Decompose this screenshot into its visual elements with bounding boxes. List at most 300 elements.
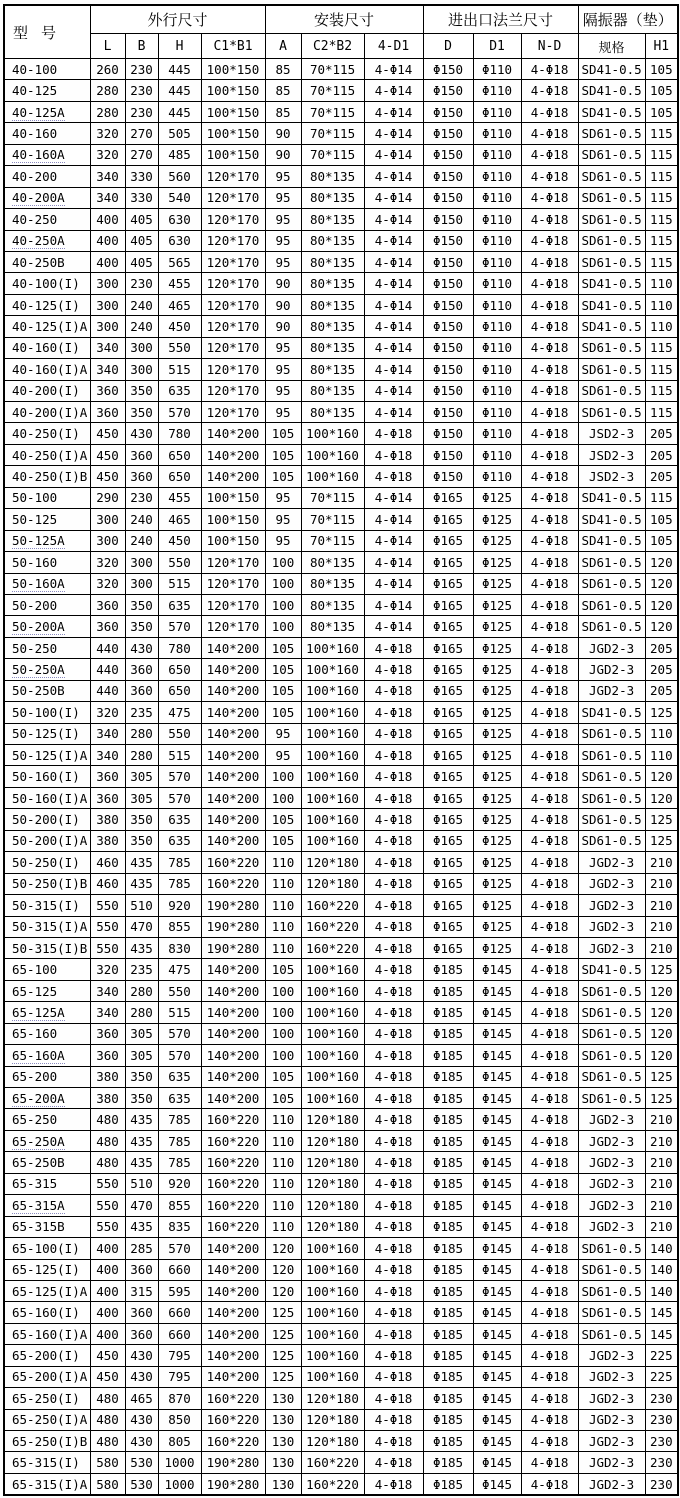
value-cell: 120 bbox=[645, 552, 678, 573]
value-cell: 4-Φ14 bbox=[364, 273, 423, 294]
value-cell: 4-Φ18 bbox=[521, 316, 578, 337]
value-cell: Φ125 bbox=[473, 852, 521, 873]
value-cell: 460 bbox=[90, 852, 125, 873]
value-cell: 4-Φ18 bbox=[521, 594, 578, 615]
value-cell: Φ165 bbox=[423, 702, 473, 723]
model-label: 50-200(I) bbox=[12, 812, 80, 828]
model-cell bbox=[4, 702, 90, 723]
value-cell: Φ110 bbox=[473, 444, 521, 465]
value-cell: 4-Φ18 bbox=[364, 1109, 423, 1130]
value-cell: 550 bbox=[90, 916, 125, 937]
value-cell: 340 bbox=[90, 723, 125, 744]
value-cell: 320 bbox=[90, 552, 125, 573]
model-cell bbox=[4, 380, 90, 401]
value-cell: SD61-0.5 bbox=[578, 359, 645, 380]
value-cell: 635 bbox=[158, 594, 201, 615]
value-cell: 80*135 bbox=[301, 402, 364, 423]
value-cell: 300 bbox=[90, 294, 125, 315]
model-cell bbox=[4, 487, 90, 508]
value-cell: 4-Φ18 bbox=[364, 766, 423, 787]
value-cell: 90 bbox=[265, 273, 301, 294]
value-cell: 230 bbox=[125, 59, 158, 80]
value-cell: SD61-0.5 bbox=[578, 552, 645, 573]
value-cell: 515 bbox=[158, 745, 201, 766]
value-cell: 450 bbox=[158, 530, 201, 551]
table-row bbox=[4, 1066, 678, 1087]
value-cell: 405 bbox=[125, 230, 158, 251]
value-cell: 360 bbox=[90, 402, 125, 423]
value-cell: SD41-0.5 bbox=[578, 273, 645, 294]
value-cell: 4-Φ14 bbox=[364, 80, 423, 101]
model-cell bbox=[4, 337, 90, 358]
table-row bbox=[4, 1366, 678, 1387]
value-cell: 570 bbox=[158, 1238, 201, 1259]
value-cell: 110 bbox=[645, 316, 678, 337]
model-label: 65-250 bbox=[12, 1112, 58, 1128]
value-cell: 4-Φ18 bbox=[364, 1195, 423, 1216]
value-cell: Φ185 bbox=[423, 1152, 473, 1173]
model-cell bbox=[4, 1409, 90, 1430]
value-cell: 100*150 bbox=[201, 123, 265, 144]
value-cell: 110 bbox=[265, 895, 301, 916]
model-cell bbox=[4, 166, 90, 187]
model-cell bbox=[4, 123, 90, 144]
header-install-dims: 安装尺寸 bbox=[265, 5, 423, 34]
value-cell: Φ185 bbox=[423, 1173, 473, 1194]
value-cell: 1000 bbox=[158, 1473, 201, 1495]
value-cell: 4-Φ18 bbox=[364, 423, 423, 444]
value-cell: 95 bbox=[265, 402, 301, 423]
value-cell: 550 bbox=[90, 1216, 125, 1237]
model-label: 50-200(I)A bbox=[12, 833, 88, 849]
value-cell: 160*220 bbox=[201, 1431, 265, 1452]
model-cell bbox=[4, 316, 90, 337]
value-cell: 95 bbox=[265, 230, 301, 251]
model-cell bbox=[4, 444, 90, 465]
value-cell: Φ185 bbox=[423, 1088, 473, 1109]
value-cell: 120 bbox=[645, 594, 678, 615]
value-cell: 4-Φ18 bbox=[521, 530, 578, 551]
value-cell: 570 bbox=[158, 1045, 201, 1066]
value-cell: 120 bbox=[265, 1238, 301, 1259]
value-cell: Φ145 bbox=[473, 1452, 521, 1473]
value-cell: 305 bbox=[125, 787, 158, 808]
value-cell: Φ125 bbox=[473, 723, 521, 744]
value-cell: 100 bbox=[265, 1023, 301, 1044]
value-cell: 360 bbox=[90, 766, 125, 787]
table-row bbox=[4, 59, 678, 80]
value-cell: Φ145 bbox=[473, 1345, 521, 1366]
value-cell: 120*170 bbox=[201, 316, 265, 337]
value-cell: Φ165 bbox=[423, 616, 473, 637]
value-cell: Φ125 bbox=[473, 616, 521, 637]
value-cell: 210 bbox=[645, 852, 678, 873]
value-cell: 300 bbox=[125, 552, 158, 573]
value-cell: Φ110 bbox=[473, 187, 521, 208]
value-cell: 100*160 bbox=[301, 444, 364, 465]
value-cell: 635 bbox=[158, 1066, 201, 1087]
value-cell: 4-Φ18 bbox=[521, 402, 578, 423]
value-cell: 450 bbox=[90, 444, 125, 465]
value-cell: 190*280 bbox=[201, 916, 265, 937]
table-row bbox=[4, 680, 678, 701]
value-cell: 140*200 bbox=[201, 959, 265, 980]
model-cell bbox=[4, 1173, 90, 1194]
value-cell: 785 bbox=[158, 1130, 201, 1151]
value-cell: 780 bbox=[158, 423, 201, 444]
value-cell: 130 bbox=[265, 1409, 301, 1430]
model-label: 65-315(I)A bbox=[12, 1476, 88, 1492]
value-cell: 190*280 bbox=[201, 895, 265, 916]
header-group-row bbox=[4, 5, 678, 34]
value-cell: 105 bbox=[265, 466, 301, 487]
value-cell: JSD2-3 bbox=[578, 423, 645, 444]
value-cell: 70*115 bbox=[301, 80, 364, 101]
value-cell: Φ185 bbox=[423, 1045, 473, 1066]
model-label: 50-125(I) bbox=[12, 726, 80, 742]
value-cell: SD61-0.5 bbox=[578, 766, 645, 787]
value-cell: 350 bbox=[125, 809, 158, 830]
value-cell: Φ145 bbox=[473, 1366, 521, 1387]
model-cell bbox=[4, 1066, 90, 1087]
model-cell bbox=[4, 594, 90, 615]
model-label: 50-250(I) bbox=[12, 854, 80, 870]
value-cell: 4-Φ18 bbox=[521, 294, 578, 315]
value-cell: 4-Φ18 bbox=[521, 1173, 578, 1194]
value-cell: 445 bbox=[158, 59, 201, 80]
value-cell: 340 bbox=[90, 359, 125, 380]
value-cell: 160*220 bbox=[201, 873, 265, 894]
value-cell: 100*160 bbox=[301, 1302, 364, 1323]
value-cell: 140*200 bbox=[201, 466, 265, 487]
value-cell: 80*135 bbox=[301, 209, 364, 230]
value-cell: 4-Φ18 bbox=[521, 1388, 578, 1409]
value-cell: 95 bbox=[265, 487, 301, 508]
model-label: 65-200(I)A bbox=[12, 1369, 88, 1385]
table-row bbox=[4, 316, 678, 337]
value-cell: 205 bbox=[645, 680, 678, 701]
table-row bbox=[4, 702, 678, 723]
value-cell: 4-Φ18 bbox=[521, 980, 578, 1001]
value-cell: 360 bbox=[125, 1259, 158, 1280]
value-cell: Φ150 bbox=[423, 380, 473, 401]
value-cell: Φ145 bbox=[473, 1323, 521, 1344]
value-cell: 100*160 bbox=[301, 1238, 364, 1259]
value-cell: 100 bbox=[265, 573, 301, 594]
table-row bbox=[4, 187, 678, 208]
table-row bbox=[4, 509, 678, 530]
value-cell: 4-Φ14 bbox=[364, 101, 423, 122]
table-row bbox=[4, 1045, 678, 1066]
value-cell: 300 bbox=[125, 573, 158, 594]
value-cell: SD61-0.5 bbox=[578, 1280, 645, 1301]
value-cell: 140*200 bbox=[201, 1259, 265, 1280]
value-cell: 80*135 bbox=[301, 316, 364, 337]
table-row bbox=[4, 273, 678, 294]
value-cell: 580 bbox=[90, 1452, 125, 1473]
value-cell: 1000 bbox=[158, 1452, 201, 1473]
value-cell: 125 bbox=[645, 959, 678, 980]
model-cell bbox=[4, 637, 90, 658]
value-cell: 90 bbox=[265, 294, 301, 315]
value-cell: 70*115 bbox=[301, 123, 364, 144]
value-cell: 4-Φ18 bbox=[521, 1216, 578, 1237]
value-cell: 270 bbox=[125, 123, 158, 144]
value-cell: Φ165 bbox=[423, 637, 473, 658]
model-cell bbox=[4, 766, 90, 787]
model-label: 50-100(I) bbox=[12, 704, 80, 720]
table-row bbox=[4, 251, 678, 272]
value-cell: 100*160 bbox=[301, 1066, 364, 1087]
value-cell: Φ150 bbox=[423, 402, 473, 423]
value-cell: 435 bbox=[125, 873, 158, 894]
value-cell: 100*160 bbox=[301, 787, 364, 808]
table-header bbox=[4, 5, 678, 59]
value-cell: 4-Φ14 bbox=[364, 552, 423, 573]
value-cell: 4-Φ18 bbox=[521, 937, 578, 958]
value-cell: SD41-0.5 bbox=[578, 80, 645, 101]
value-cell: SD61-0.5 bbox=[578, 251, 645, 272]
value-cell: 4-Φ14 bbox=[364, 230, 423, 251]
value-cell: 100*160 bbox=[301, 637, 364, 658]
model-label: 40-160(I) bbox=[12, 340, 80, 356]
model-label: 50-160(I) bbox=[12, 769, 80, 785]
value-cell: 4-Φ18 bbox=[521, 1152, 578, 1173]
value-cell: SD61-0.5 bbox=[578, 402, 645, 423]
value-cell: 190*280 bbox=[201, 1473, 265, 1495]
model-cell bbox=[4, 80, 90, 101]
value-cell: 100*150 bbox=[201, 487, 265, 508]
value-cell: 530 bbox=[125, 1473, 158, 1495]
value-cell: 140*200 bbox=[201, 680, 265, 701]
value-cell: 400 bbox=[90, 209, 125, 230]
value-cell: Φ185 bbox=[423, 1473, 473, 1495]
model-cell bbox=[4, 1216, 90, 1237]
value-cell: 95 bbox=[265, 380, 301, 401]
value-cell: 855 bbox=[158, 916, 201, 937]
value-cell: 4-Φ18 bbox=[521, 637, 578, 658]
value-cell: 100 bbox=[265, 766, 301, 787]
value-cell: Φ150 bbox=[423, 251, 473, 272]
value-cell: Φ150 bbox=[423, 187, 473, 208]
value-cell: 305 bbox=[125, 1023, 158, 1044]
value-cell: Φ185 bbox=[423, 1388, 473, 1409]
model-label: 40-160(I)A bbox=[12, 361, 88, 377]
value-cell: 515 bbox=[158, 359, 201, 380]
table-row bbox=[4, 745, 678, 766]
header-B: B bbox=[125, 34, 158, 59]
table-row bbox=[4, 616, 678, 637]
value-cell: 115 bbox=[645, 402, 678, 423]
value-cell: 660 bbox=[158, 1323, 201, 1344]
value-cell: 120*170 bbox=[201, 166, 265, 187]
value-cell: 100*160 bbox=[301, 423, 364, 444]
value-cell: JSD2-3 bbox=[578, 466, 645, 487]
pump-dimensions-table bbox=[3, 4, 679, 1496]
value-cell: 4-Φ14 bbox=[364, 594, 423, 615]
header-L: L bbox=[90, 34, 125, 59]
value-cell: 90 bbox=[265, 123, 301, 144]
header-4D1: 4-D1 bbox=[364, 34, 423, 59]
value-cell: 120 bbox=[265, 1280, 301, 1301]
value-cell: SD61-0.5 bbox=[578, 723, 645, 744]
value-cell: 350 bbox=[125, 1088, 158, 1109]
value-cell: 4-Φ18 bbox=[521, 723, 578, 744]
value-cell: Φ150 bbox=[423, 359, 473, 380]
model-label: 65-315(I) bbox=[12, 1455, 80, 1471]
value-cell: 460 bbox=[90, 873, 125, 894]
value-cell: 435 bbox=[125, 1216, 158, 1237]
value-cell: 120*180 bbox=[301, 1409, 364, 1430]
value-cell: 650 bbox=[158, 659, 201, 680]
value-cell: 90 bbox=[265, 316, 301, 337]
value-cell: 115 bbox=[645, 337, 678, 358]
value-cell: 400 bbox=[90, 1280, 125, 1301]
value-cell: Φ185 bbox=[423, 1216, 473, 1237]
value-cell: 380 bbox=[90, 1066, 125, 1087]
value-cell: 4-Φ14 bbox=[364, 509, 423, 530]
value-cell: 100*160 bbox=[301, 702, 364, 723]
value-cell: 120*170 bbox=[201, 594, 265, 615]
value-cell: 115 bbox=[645, 251, 678, 272]
model-label: 65-315 bbox=[12, 1176, 58, 1192]
value-cell: JGD2-3 bbox=[578, 659, 645, 680]
model-label: 65-100(I) bbox=[12, 1240, 80, 1256]
value-cell: 100 bbox=[265, 616, 301, 637]
value-cell: 140*200 bbox=[201, 1002, 265, 1023]
table-row bbox=[4, 959, 678, 980]
value-cell: Φ145 bbox=[473, 959, 521, 980]
value-cell: 4-Φ18 bbox=[364, 916, 423, 937]
table-row bbox=[4, 916, 678, 937]
value-cell: 105 bbox=[265, 444, 301, 465]
value-cell: JGD2-3 bbox=[578, 1345, 645, 1366]
value-cell: 230 bbox=[125, 273, 158, 294]
value-cell: 160*220 bbox=[201, 1173, 265, 1194]
value-cell: SD41-0.5 bbox=[578, 316, 645, 337]
value-cell: 115 bbox=[645, 230, 678, 251]
value-cell: 4-Φ18 bbox=[521, 873, 578, 894]
value-cell: 120*180 bbox=[301, 1388, 364, 1409]
value-cell: Φ110 bbox=[473, 251, 521, 272]
value-cell: Φ145 bbox=[473, 1109, 521, 1130]
value-cell: 120*170 bbox=[201, 294, 265, 315]
value-cell: Φ110 bbox=[473, 423, 521, 444]
value-cell: 340 bbox=[90, 187, 125, 208]
value-cell: Φ145 bbox=[473, 1431, 521, 1452]
value-cell: 920 bbox=[158, 1173, 201, 1194]
value-cell: 115 bbox=[645, 380, 678, 401]
value-cell: 480 bbox=[90, 1152, 125, 1173]
value-cell: 4-Φ14 bbox=[364, 209, 423, 230]
value-cell: 205 bbox=[645, 423, 678, 444]
model-label: 40-200(I)A bbox=[12, 404, 88, 420]
value-cell: 350 bbox=[125, 830, 158, 851]
model-cell bbox=[4, 101, 90, 122]
value-cell: 305 bbox=[125, 766, 158, 787]
header-outer-dims: 外行尺寸 bbox=[90, 5, 265, 34]
value-cell: JGD2-3 bbox=[578, 1216, 645, 1237]
value-cell: 550 bbox=[90, 1173, 125, 1194]
value-cell: 650 bbox=[158, 466, 201, 487]
value-cell: 230 bbox=[645, 1409, 678, 1430]
model-label: 40-250(I)B bbox=[12, 469, 88, 485]
value-cell: Φ145 bbox=[473, 1216, 521, 1237]
value-cell: 595 bbox=[158, 1280, 201, 1301]
value-cell: 125 bbox=[645, 702, 678, 723]
value-cell: Φ145 bbox=[473, 1388, 521, 1409]
value-cell: 315 bbox=[125, 1280, 158, 1301]
model-cell bbox=[4, 530, 90, 551]
value-cell: 4-Φ18 bbox=[521, 509, 578, 530]
value-cell: Φ145 bbox=[473, 1045, 521, 1066]
value-cell: Φ110 bbox=[473, 466, 521, 487]
value-cell: 95 bbox=[265, 337, 301, 358]
value-cell: Φ150 bbox=[423, 59, 473, 80]
value-cell: 450 bbox=[90, 423, 125, 444]
model-label: 65-125 bbox=[12, 983, 58, 999]
value-cell: Φ165 bbox=[423, 787, 473, 808]
value-cell: 330 bbox=[125, 166, 158, 187]
value-cell: 190*280 bbox=[201, 937, 265, 958]
value-cell: 4-Φ18 bbox=[364, 1323, 423, 1344]
value-cell: 100 bbox=[265, 787, 301, 808]
value-cell: 80*135 bbox=[301, 166, 364, 187]
value-cell: 70*115 bbox=[301, 144, 364, 165]
model-label: 40-100(I) bbox=[12, 276, 80, 292]
value-cell: 4-Φ18 bbox=[364, 1023, 423, 1044]
value-cell: 4-Φ18 bbox=[364, 637, 423, 658]
value-cell: 4-Φ14 bbox=[364, 294, 423, 315]
header-C2B2: C2*B2 bbox=[301, 34, 364, 59]
value-cell: Φ125 bbox=[473, 487, 521, 508]
model-label: 40-250A bbox=[12, 233, 65, 249]
value-cell: 320 bbox=[90, 702, 125, 723]
value-cell: 4-Φ18 bbox=[521, 1238, 578, 1259]
value-cell: 430 bbox=[125, 1409, 158, 1430]
value-cell: SD61-0.5 bbox=[578, 1323, 645, 1344]
value-cell: 210 bbox=[645, 895, 678, 916]
model-label: 40-100 bbox=[12, 61, 58, 77]
value-cell: 280 bbox=[125, 980, 158, 1001]
value-cell: Φ145 bbox=[473, 1409, 521, 1430]
value-cell: 120*170 bbox=[201, 380, 265, 401]
model-label: 50-315(I)A bbox=[12, 919, 88, 935]
value-cell: 4-Φ14 bbox=[364, 487, 423, 508]
value-cell: 125 bbox=[265, 1345, 301, 1366]
value-cell: SD61-0.5 bbox=[578, 144, 645, 165]
value-cell: Φ150 bbox=[423, 123, 473, 144]
value-cell: 100*160 bbox=[301, 1366, 364, 1387]
value-cell: Φ145 bbox=[473, 1023, 521, 1044]
value-cell: 140*200 bbox=[201, 1045, 265, 1066]
value-cell: 260 bbox=[90, 59, 125, 80]
value-cell: 630 bbox=[158, 209, 201, 230]
table-row bbox=[4, 1345, 678, 1366]
value-cell: 130 bbox=[265, 1473, 301, 1495]
value-cell: 4-Φ18 bbox=[521, 766, 578, 787]
table-row bbox=[4, 723, 678, 744]
value-cell: 80*135 bbox=[301, 573, 364, 594]
value-cell: 4-Φ18 bbox=[521, 251, 578, 272]
value-cell: Φ185 bbox=[423, 1452, 473, 1473]
value-cell: JGD2-3 bbox=[578, 895, 645, 916]
value-cell: Φ165 bbox=[423, 809, 473, 830]
value-cell: 235 bbox=[125, 702, 158, 723]
value-cell: 470 bbox=[125, 916, 158, 937]
value-cell: 240 bbox=[125, 509, 158, 530]
value-cell: 4-Φ18 bbox=[521, 1109, 578, 1130]
